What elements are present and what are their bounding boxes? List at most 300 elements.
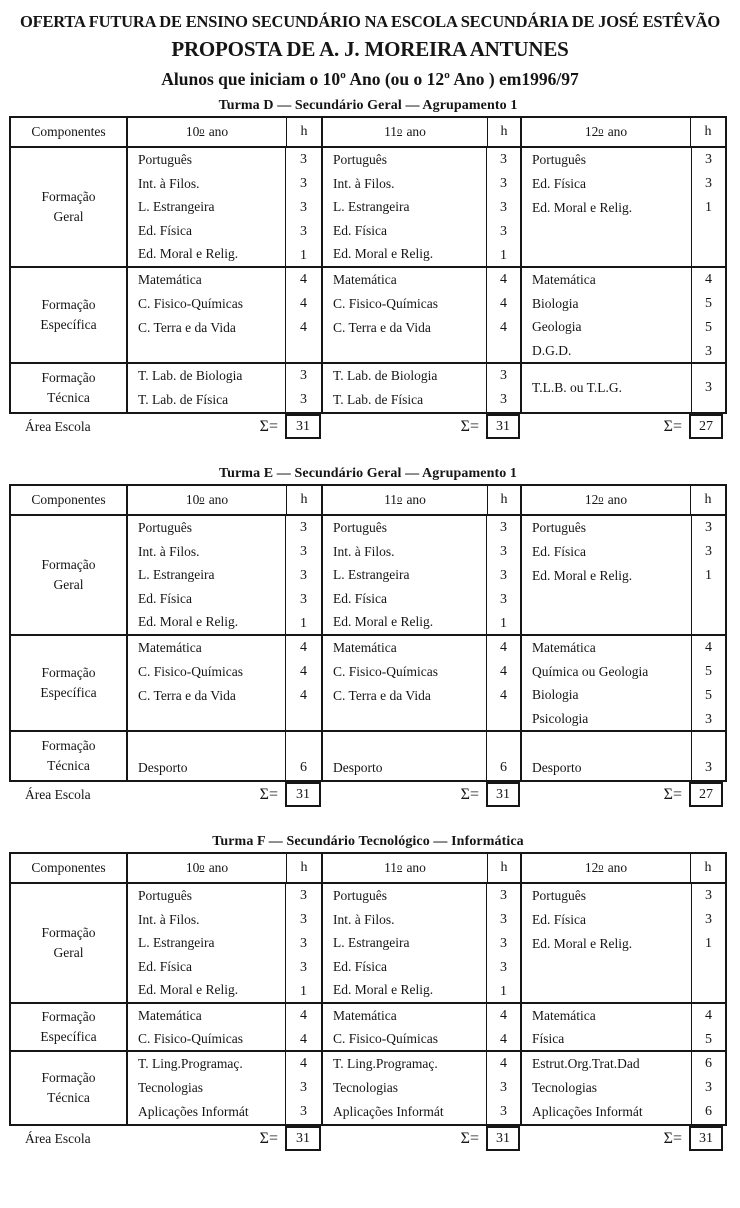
subject-name: Aplicações Informát xyxy=(333,1104,444,1119)
table-section xyxy=(11,364,725,412)
sigma-label xyxy=(321,1126,486,1152)
subject-hours-column xyxy=(691,1052,725,1124)
document-header xyxy=(0,0,740,90)
subject-hours: 4 xyxy=(300,664,307,679)
sum-box-zone xyxy=(486,1126,520,1151)
subject-hours-column xyxy=(691,364,725,412)
component-label xyxy=(11,884,128,1002)
subject-hours: 6 xyxy=(500,760,507,775)
subject-hours: 4 xyxy=(500,664,507,679)
subject-hours: 1 xyxy=(300,616,307,631)
subject-name: T. Lab. de Biologia xyxy=(333,368,438,383)
year-cell xyxy=(128,884,323,1002)
year-ordinal: o xyxy=(397,861,403,873)
subject-hours: 4 xyxy=(300,640,307,655)
subject-names-column xyxy=(323,268,486,362)
subject-name: Biologia xyxy=(532,295,579,311)
subject-names-column xyxy=(323,636,486,730)
subject-hours-column xyxy=(285,884,321,1002)
column-header-year xyxy=(522,854,691,882)
subject-name: Tecnologias xyxy=(333,1080,399,1095)
sum-box-zone xyxy=(285,782,321,807)
component-label-line: Específica xyxy=(40,317,97,332)
sigma-symbol: Σ= xyxy=(460,786,479,803)
year-cell xyxy=(128,1004,323,1050)
subject-names-column xyxy=(522,516,691,634)
column-header-year xyxy=(128,854,287,882)
subject-name: Int. à Filos. xyxy=(333,543,395,559)
subject-names-column xyxy=(128,268,285,362)
subject-hours-column xyxy=(486,268,520,362)
sigma-label xyxy=(520,782,689,808)
subject-hours: 4 xyxy=(500,1056,507,1071)
sigma-symbol: Σ= xyxy=(259,1130,278,1147)
subject-name: Física xyxy=(532,1031,565,1046)
subject-name: Português xyxy=(532,520,586,535)
subject-name: Matemática xyxy=(138,1008,202,1023)
subject-names-column xyxy=(323,732,486,780)
year-ordinal: o xyxy=(199,861,205,873)
column-header-componentes: Componentes xyxy=(11,118,128,146)
subject-name: Desporto xyxy=(532,760,582,775)
table-caption: Turma E — Secundário Geral — Agrupamento 1 xyxy=(218,466,518,481)
column-header-year xyxy=(522,486,691,514)
subject-hours-column xyxy=(486,1004,520,1050)
subject-hours-column xyxy=(691,268,725,362)
year-ordinal: o xyxy=(397,493,403,505)
year-cell xyxy=(128,364,323,412)
sum-box-zone xyxy=(689,782,723,807)
subject-hours: 6 xyxy=(300,760,307,775)
subject-hours: 1 xyxy=(705,200,712,215)
area-escola-row xyxy=(9,1126,727,1156)
subject-name: Ed. Física xyxy=(532,912,586,927)
subject-name: L. Estrangeira xyxy=(333,199,410,215)
subject-hours: 3 xyxy=(300,224,307,239)
subject-name: Matemática xyxy=(333,272,397,287)
subject-names-column xyxy=(323,1004,486,1050)
subject-hours: 1 xyxy=(300,984,307,999)
year-cell xyxy=(522,268,725,362)
subject-hours: 3 xyxy=(300,368,307,383)
subject-name: T. Ling.Programaç. xyxy=(138,1056,243,1071)
subject-name: Ed. Moral e Relig. xyxy=(333,246,434,262)
subject-hours-column xyxy=(691,884,725,1002)
column-header-componentes: Componentes xyxy=(11,486,128,514)
column-header-year xyxy=(323,486,488,514)
year-word: ano xyxy=(604,124,628,139)
subject-name: Desporto xyxy=(333,760,383,775)
subject-name: Ed. Moral e Relig. xyxy=(532,936,633,951)
year-cell xyxy=(323,364,522,412)
subject-hours: 3 xyxy=(705,888,712,903)
component-label xyxy=(11,636,128,730)
area-escola-row xyxy=(9,414,727,444)
sum-box-zone xyxy=(285,1126,321,1151)
sum-value: 31 xyxy=(285,1126,321,1151)
subject-hours: 5 xyxy=(705,688,712,703)
subject-hours: 3 xyxy=(300,152,307,167)
subject-hours: 3 xyxy=(705,912,712,927)
subject-names-column xyxy=(323,148,486,266)
subject-hours: 5 xyxy=(705,1032,712,1047)
subject-name: Int. à Filos. xyxy=(138,175,200,191)
subject-hours: 3 xyxy=(705,380,712,395)
subject-names-column xyxy=(522,268,691,362)
sigma-label xyxy=(520,1126,689,1152)
subject-name: Geologia xyxy=(532,319,582,334)
year-cell xyxy=(323,636,522,730)
subject-hours: 3 xyxy=(300,960,307,975)
column-header-year xyxy=(323,118,488,146)
sigma-symbol: Σ= xyxy=(663,418,682,435)
subject-hours: 3 xyxy=(705,520,712,535)
subject-hours: 3 xyxy=(500,960,507,975)
sum-value: 27 xyxy=(689,782,723,807)
year-ordinal: o xyxy=(397,125,403,137)
subject-hours: 3 xyxy=(705,1080,712,1095)
component-label xyxy=(11,732,128,780)
subject-hours: 3 xyxy=(300,176,307,191)
subject-hours: 3 xyxy=(500,392,507,407)
subject-hours-column xyxy=(486,364,520,412)
subject-hours-column xyxy=(486,1052,520,1124)
subject-name: Ed. Moral e Relig. xyxy=(333,982,434,998)
subject-name: C. Fisico-Químicas xyxy=(333,1031,438,1046)
component-label xyxy=(11,268,128,362)
subject-hours: 4 xyxy=(300,1032,307,1047)
year-cell xyxy=(323,1052,522,1124)
component-label-line: Formação xyxy=(41,297,96,312)
component-label xyxy=(11,364,128,412)
sum-box-zone xyxy=(689,1126,723,1151)
sum-value: 31 xyxy=(285,414,321,439)
subject-name: Português xyxy=(333,152,387,167)
subject-hours: 3 xyxy=(500,368,507,383)
sigma-symbol: Σ= xyxy=(663,786,682,803)
sigma-label xyxy=(520,414,689,440)
subject-hours: 4 xyxy=(300,1056,307,1071)
subject-hours: 4 xyxy=(500,272,507,287)
table-header-row xyxy=(11,854,725,884)
year-cell xyxy=(522,636,725,730)
subject-hours: 3 xyxy=(705,344,712,359)
table-section xyxy=(11,1052,725,1124)
sum-box-zone xyxy=(689,414,723,439)
subject-name: L. Estrangeira xyxy=(333,567,410,583)
subject-hours: 3 xyxy=(300,520,307,535)
sigma-label xyxy=(126,1126,285,1152)
component-label-line: Técnica xyxy=(47,758,90,773)
subject-name: T. Lab. de Física xyxy=(138,392,229,407)
component-label-line: Formação xyxy=(41,925,96,940)
subject-hours: 5 xyxy=(705,320,712,335)
subject-name: Ed. Moral e Relig. xyxy=(532,200,633,215)
subject-hours: 4 xyxy=(300,320,307,335)
subject-name: Ed. Física xyxy=(138,222,192,238)
subject-name: Aplicações Informát xyxy=(532,1104,643,1119)
component-label-line: Específica xyxy=(40,1029,97,1044)
component-label xyxy=(11,1004,128,1050)
subject-hours-column xyxy=(486,732,520,780)
subject-hours: 4 xyxy=(705,272,712,287)
turma-table xyxy=(9,834,727,1156)
area-escola-row xyxy=(9,782,727,812)
component-label xyxy=(11,516,128,634)
subject-hours-column xyxy=(285,732,321,780)
area-escola-label: Área Escola xyxy=(25,787,91,802)
subject-name: Ed. Física xyxy=(532,176,586,191)
subject-name: C. Terra e da Vida xyxy=(333,688,431,703)
subject-name: Int. à Filos. xyxy=(333,911,395,927)
year-cell xyxy=(522,884,725,1002)
sigma-label xyxy=(126,782,285,808)
subject-name: Ed. Física xyxy=(532,544,586,559)
sum-value: 31 xyxy=(486,1126,520,1151)
area-escola-label: Área Escola xyxy=(25,419,91,434)
document-subtitle: Alunos que iniciam o 10º Ano (ou o 12º Ano ) em1996/97 xyxy=(161,69,579,89)
year-ordinal: o xyxy=(598,493,604,505)
subject-name: C. Fisico-Químicas xyxy=(333,664,438,679)
subject-hours: 4 xyxy=(500,1032,507,1047)
table-caption: Turma D — Secundário Geral — Agrupamento 1 xyxy=(218,98,518,113)
year-number: 10 xyxy=(185,124,200,139)
subject-name: Ed. Moral e Relig. xyxy=(138,246,239,262)
column-header-year xyxy=(323,854,488,882)
year-number: 12 xyxy=(584,492,599,507)
subject-names-column xyxy=(128,364,285,412)
subject-hours: 3 xyxy=(300,936,307,951)
subject-hours-column xyxy=(486,884,520,1002)
column-header-hours: h xyxy=(488,118,522,146)
subject-hours-column xyxy=(691,1004,725,1050)
document-title-line2: PROPOSTA DE A. J. MOREIRA ANTUNES xyxy=(171,37,569,61)
subject-name: Química ou Geologia xyxy=(532,663,649,679)
subject-name: Matemática xyxy=(333,640,397,655)
column-header-hours: h xyxy=(287,854,323,882)
subject-hours-column xyxy=(691,516,725,634)
year-number: 12 xyxy=(584,860,599,875)
subject-name: C. Terra e da Vida xyxy=(333,320,431,335)
component-label-line: Geral xyxy=(53,209,84,224)
subject-hours: 1 xyxy=(500,616,507,631)
subject-names-column xyxy=(522,148,691,266)
subject-hours: 4 xyxy=(300,688,307,703)
sum-box-zone xyxy=(285,414,321,439)
subject-name: Matemática xyxy=(532,272,596,287)
subject-hours: 3 xyxy=(705,760,712,775)
table-section xyxy=(11,268,725,364)
sigma-label xyxy=(126,414,285,440)
subject-names-column xyxy=(323,364,486,412)
sigma-symbol: Σ= xyxy=(259,786,278,803)
year-cell xyxy=(522,364,725,412)
year-cell xyxy=(323,148,522,266)
subject-hours-column xyxy=(486,148,520,266)
sum-box-zone xyxy=(486,414,520,439)
subject-name: Ed. Física xyxy=(138,958,192,974)
subject-hours-column xyxy=(285,1004,321,1050)
subject-name: Int. à Filos. xyxy=(138,911,200,927)
subject-name: Tecnologias xyxy=(138,1080,204,1095)
sum-box-zone xyxy=(486,782,520,807)
year-word: ano xyxy=(403,860,426,875)
subject-name: Ed. Física xyxy=(333,590,387,606)
subject-name: Matemática xyxy=(333,1008,397,1023)
subject-name: Matemática xyxy=(138,272,202,287)
year-word: ano xyxy=(205,860,229,875)
subject-hours: 3 xyxy=(300,888,307,903)
subject-name: C. Fisico-Químicas xyxy=(333,296,438,311)
subject-name: C. Terra e da Vida xyxy=(138,688,236,703)
subject-hours: 3 xyxy=(705,152,712,167)
subject-names-column xyxy=(522,732,691,780)
year-word: ano xyxy=(205,124,229,139)
subject-name: Ed. Moral e Relig. xyxy=(138,614,239,630)
year-cell xyxy=(323,884,522,1002)
subject-name: Matemática xyxy=(138,640,202,655)
component-label-line: Técnica xyxy=(47,390,90,405)
subject-hours-column xyxy=(285,268,321,362)
year-ordinal: o xyxy=(199,493,205,505)
table-header-row xyxy=(11,486,725,516)
column-header-hours: h xyxy=(488,854,522,882)
sum-value: 31 xyxy=(689,1126,723,1151)
turma-table xyxy=(9,98,727,444)
table-frame xyxy=(9,116,727,414)
subject-hours-column xyxy=(285,636,321,730)
table-section xyxy=(11,884,725,1004)
subject-hours-column xyxy=(285,1052,321,1124)
sum-value: 31 xyxy=(486,414,520,439)
subject-name: C. Fisico-Químicas xyxy=(138,1031,243,1046)
subject-names-column xyxy=(522,636,691,730)
subject-hours: 1 xyxy=(705,936,712,951)
subject-names-column xyxy=(128,1052,285,1124)
column-header-hours: h xyxy=(287,486,323,514)
year-cell xyxy=(323,732,522,780)
column-header-componentes: Componentes xyxy=(11,854,128,882)
subject-hours-column xyxy=(691,148,725,266)
subject-name: Matemática xyxy=(532,640,596,655)
subject-name: L. Estrangeira xyxy=(138,935,215,951)
subject-names-column xyxy=(323,516,486,634)
year-cell xyxy=(522,148,725,266)
year-cell xyxy=(128,732,323,780)
subject-hours: 3 xyxy=(705,544,712,559)
subject-hours: 3 xyxy=(300,568,307,583)
year-word: ano xyxy=(403,124,426,139)
component-label-line: Formação xyxy=(41,557,96,572)
subject-names-column xyxy=(522,1052,691,1124)
subject-hours: 3 xyxy=(300,1104,307,1119)
sigma-symbol: Σ= xyxy=(259,418,278,435)
year-cell xyxy=(128,148,323,266)
subject-name: Ed. Física xyxy=(138,590,192,606)
year-cell xyxy=(128,1052,323,1124)
subject-hours-column xyxy=(486,636,520,730)
subject-name: Psicologia xyxy=(532,710,589,726)
subject-names-column xyxy=(323,1052,486,1124)
document-title-line1: OFERTA FUTURA DE ENSINO SECUNDÁRIO NA ESCOLA SECUNDÁRIA DE JOSÉ ESTÊVÃO xyxy=(19,12,721,31)
column-header-hours: h xyxy=(704,124,712,139)
subject-name: T.L.B. ou T.L.G. xyxy=(532,380,622,395)
subject-hours: 6 xyxy=(705,1104,712,1119)
sigma-label xyxy=(321,414,486,440)
subject-name: C. Fisico-Químicas xyxy=(138,296,243,311)
subject-hours: 4 xyxy=(500,688,507,703)
subject-hours: 1 xyxy=(500,248,507,263)
subject-hours: 4 xyxy=(705,1008,712,1023)
subject-hours: 3 xyxy=(500,936,507,951)
subject-name: T. Lab. de Biologia xyxy=(138,368,243,383)
subject-hours-column xyxy=(285,148,321,266)
subject-hours: 3 xyxy=(500,912,507,927)
table-frame xyxy=(9,484,727,782)
subject-name: L. Estrangeira xyxy=(138,199,215,215)
subject-hours-column xyxy=(691,636,725,730)
sigma-symbol: Σ= xyxy=(460,1130,479,1147)
subject-name: C. Fisico-Químicas xyxy=(138,664,243,679)
subject-name: Português xyxy=(532,152,586,167)
year-cell xyxy=(323,1004,522,1050)
subject-hours: 3 xyxy=(500,592,507,607)
subject-name: T. Ling.Programaç. xyxy=(333,1056,438,1071)
subject-hours: 3 xyxy=(300,1080,307,1095)
subject-names-column xyxy=(128,1004,285,1050)
year-cell xyxy=(128,516,323,634)
subject-hours: 1 xyxy=(500,984,507,999)
column-header-hours: h xyxy=(488,486,522,514)
area-escola-label: Área Escola xyxy=(25,1131,91,1146)
component-label-line: Formação xyxy=(41,189,96,204)
year-cell xyxy=(128,636,323,730)
subject-hours: 3 xyxy=(300,200,307,215)
subject-name: Português xyxy=(138,888,192,903)
table-header-row xyxy=(11,118,725,148)
subject-hours: 3 xyxy=(500,888,507,903)
subject-names-column xyxy=(522,1004,691,1050)
table-section xyxy=(11,1004,725,1052)
year-ordinal: o xyxy=(199,125,205,137)
year-cell xyxy=(522,1004,725,1050)
subject-names-column xyxy=(128,148,285,266)
year-cell xyxy=(522,516,725,634)
year-ordinal: o xyxy=(598,125,604,137)
subject-hours: 4 xyxy=(300,1008,307,1023)
sum-value: 31 xyxy=(486,782,520,807)
subject-hours: 3 xyxy=(500,224,507,239)
year-cell xyxy=(323,268,522,362)
subject-name: Matemática xyxy=(532,1008,596,1023)
subject-name: Int. à Filos. xyxy=(333,175,395,191)
subject-hours: 1 xyxy=(300,248,307,263)
component-label-line: Formação xyxy=(41,665,96,680)
subject-hours: 4 xyxy=(300,272,307,287)
year-number: 10 xyxy=(185,860,200,875)
column-header-hours: h xyxy=(704,860,712,875)
table-section xyxy=(11,636,725,732)
subject-name: Português xyxy=(333,520,387,535)
year-cell xyxy=(323,516,522,634)
subject-hours: 4 xyxy=(705,640,712,655)
subject-hours-column xyxy=(691,732,725,780)
component-label-line: Formação xyxy=(41,370,96,385)
sigma-symbol: Σ= xyxy=(460,418,479,435)
year-word: ano xyxy=(205,492,229,507)
subject-name: C. Terra e da Vida xyxy=(138,320,236,335)
component-label xyxy=(11,1052,128,1124)
